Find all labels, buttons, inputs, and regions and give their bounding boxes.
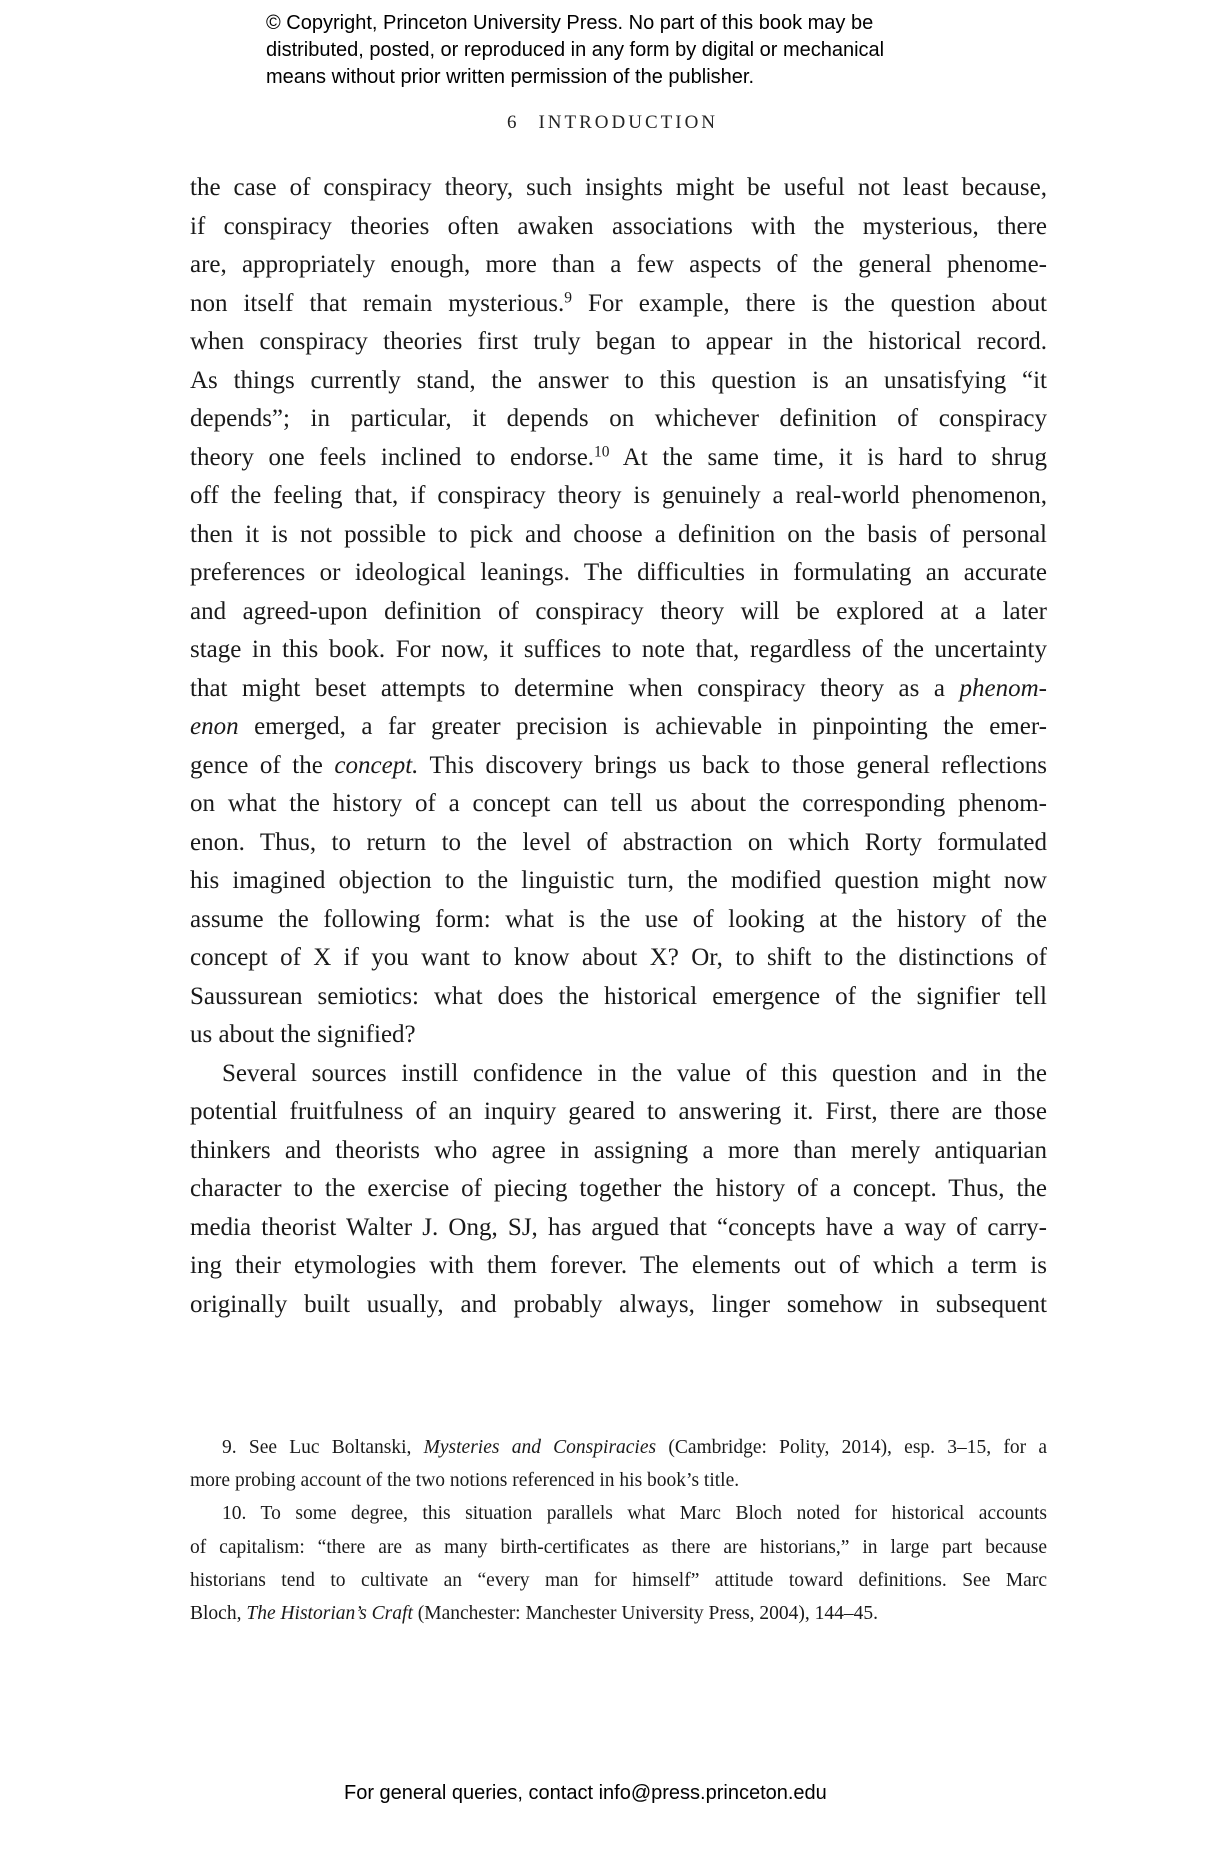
- running-head: [0, 112, 1225, 134]
- text-segment: As things currently stand, the answer to this question is an unsatisfying “it: [190, 366, 1047, 394]
- text-line: [190, 362, 1047, 401]
- text-line: [190, 747, 1047, 786]
- footnote-line: [190, 1497, 1047, 1530]
- contact-footer: For general queries, contact info@press.princeton.edu: [344, 1782, 827, 1804]
- text-line: [190, 246, 1047, 285]
- text-segment: his imagined objection to the linguistic turn, the modified question might now: [190, 867, 1047, 894]
- footnote-line: [190, 1531, 1047, 1564]
- italic-text: concept.: [334, 751, 419, 779]
- italic-text: Mysteries and Conspiracies: [423, 1437, 657, 1458]
- text-segment: For example, there is the question about: [572, 289, 1047, 317]
- text-segment: At the same time, it is hard to shrug: [609, 443, 1047, 471]
- text-segment: if conspiracy theories often awaken associations with the mysterious, there: [190, 212, 1047, 240]
- italic-text: phenom-: [959, 674, 1047, 702]
- text-line: [190, 862, 1047, 901]
- text-segment: non itself that remain mysterious.: [190, 289, 565, 317]
- text-segment: that might beset attempts to determine when conspiracy theory as a: [190, 674, 960, 702]
- text-segment: 9. See Luc Boltanski,: [222, 1437, 424, 1458]
- footnote-reference: 10: [594, 442, 610, 460]
- text-segment: Saussurean semiotics: what does the historical emergence of the signifier tell: [190, 982, 1047, 1010]
- text-segment: enon. Thus, to return to the level of abstraction on which Rorty formulated: [190, 828, 1047, 856]
- text-line: [190, 554, 1047, 593]
- chapter-title: INTRODUCTION: [538, 112, 719, 133]
- text-segment: ing their etymologies with them forever. The elements out of which a term is: [190, 1252, 1047, 1279]
- text-segment: assume the following form: what is the use of looking at the history of the: [190, 905, 1047, 933]
- footnotes: [190, 1431, 1047, 1630]
- text-line: [190, 901, 1047, 940]
- text-line: [190, 208, 1047, 247]
- text-line: [190, 439, 1047, 478]
- text-line: [190, 631, 1047, 670]
- text-segment: of capitalism: “there are as many birth-certificates as there are historians,” in large part because: [190, 1536, 1047, 1558]
- text-segment: and agreed-upon definition of conspiracy theory will be explored at a later: [190, 597, 1047, 625]
- text-segment: Bloch,: [190, 1602, 247, 1624]
- text-line: [190, 939, 1047, 978]
- footnote-line: [190, 1597, 1047, 1630]
- text-segment: more probing account of the two notions referenced in his book’s title.: [190, 1470, 740, 1492]
- text-line: [190, 285, 1047, 324]
- text-segment: originally built usually, and probably always, linger somehow in subsequent: [190, 1290, 1047, 1318]
- copyright-line: distributed, posted, or reproduced in any form by digital or mechanical: [266, 39, 885, 61]
- text-segment: potential fruitfulness of an inquiry geared to answering it. First, there are those: [190, 1098, 1047, 1125]
- text-segment: Several sources instill confidence in the value of this question and in the: [222, 1059, 1047, 1087]
- text-segment: stage in this book. For now, it suffices to note that, regardless of the uncertainty: [190, 636, 1047, 663]
- text-segment: on what the history of a concept can tell us about the corresponding phenom-: [190, 790, 1047, 817]
- text-segment: theory one feels inclined to endorse.: [190, 443, 595, 471]
- text-line: [190, 400, 1047, 439]
- text-segment: media theorist Walter J. Ong, SJ, has argued that “concepts have a way of carry-: [190, 1213, 1047, 1241]
- text-segment: character to the exercise of piecing together the history of a concept. Thus, the: [190, 1175, 1047, 1202]
- text-line: [190, 169, 1047, 208]
- text-line: [190, 1247, 1047, 1286]
- text-segment: us about the signified?: [190, 1021, 416, 1048]
- footnote-line: [190, 1464, 1047, 1497]
- text-segment: concept of X if you want to know about X? Or, to shift to the distinctions of: [190, 944, 1047, 971]
- text-segment: then it is not possible to pick and choose a definition on the basis of personal: [190, 520, 1047, 548]
- text-line: [190, 1170, 1047, 1209]
- italic-text: enon: [190, 713, 239, 740]
- text-segment: when conspiracy theories first truly began to appear in the historical record.: [190, 328, 1047, 355]
- text-segment: off the feeling that, if conspiracy theory is genuinely a real-world phenomenon,: [190, 482, 1047, 509]
- footnote-reference: 9: [564, 288, 573, 306]
- text-segment: This discovery brings us back to those general reflections: [418, 751, 1048, 779]
- text-line: [190, 708, 1047, 747]
- text-line: [190, 785, 1047, 824]
- text-segment: (Cambridge: Polity, 2014), esp. 3–15, for a: [656, 1437, 1047, 1458]
- text-segment: the case of conspiracy theory, such insights might be useful not least because,: [190, 174, 1047, 201]
- text-segment: are, appropriately enough, more than a few aspects of the general phenome-: [190, 251, 1047, 278]
- text-segment: emerged, a far greater precision is achievable in pinpointing the emer-: [238, 713, 1047, 740]
- footnote-line: [190, 1431, 1047, 1464]
- copyright-notice: [266, 10, 884, 91]
- text-line: [190, 593, 1047, 632]
- copyright-line: © Copyright, Princeton University Press. No part of this book may be: [266, 12, 874, 34]
- italic-text: The Historian’s Craft: [246, 1602, 413, 1624]
- text-segment: historians tend to cultivate an “every man for himself” attitude toward definitions. See Marc: [190, 1569, 1047, 1591]
- text-segment: thinkers and theorists who agree in assigning a more than merely antiquarian: [190, 1136, 1047, 1164]
- text-segment: 10. To some degree, this situation parallels what Marc Bloch noted for historical accounts: [222, 1503, 1047, 1525]
- text-line: [190, 323, 1047, 362]
- text-segment: depends”; in particular, it depends on whichever definition of conspiracy: [190, 405, 1047, 432]
- text-line: [190, 477, 1047, 516]
- text-line: [190, 978, 1047, 1017]
- text-segment: preferences or ideological leanings. The difficulties in formulating an accurate: [190, 559, 1047, 586]
- text-line: [190, 824, 1047, 863]
- text-line: [190, 1016, 1047, 1055]
- page-number: 6: [506, 112, 517, 133]
- body-text: [190, 169, 1047, 1324]
- text-line: [190, 1132, 1047, 1171]
- text-line: [190, 516, 1047, 555]
- copyright-line: means without prior written permission of the publisher.: [266, 66, 755, 88]
- text-line: [190, 1055, 1047, 1094]
- footnote-line: [190, 1564, 1047, 1597]
- text-segment: gence of the: [190, 751, 335, 779]
- text-line: [190, 670, 1047, 709]
- text-line: [190, 1209, 1047, 1248]
- text-segment: (Manchester: Manchester University Press, 2004), 144–45.: [412, 1602, 879, 1624]
- text-line: [190, 1286, 1047, 1325]
- text-line: [190, 1093, 1047, 1132]
